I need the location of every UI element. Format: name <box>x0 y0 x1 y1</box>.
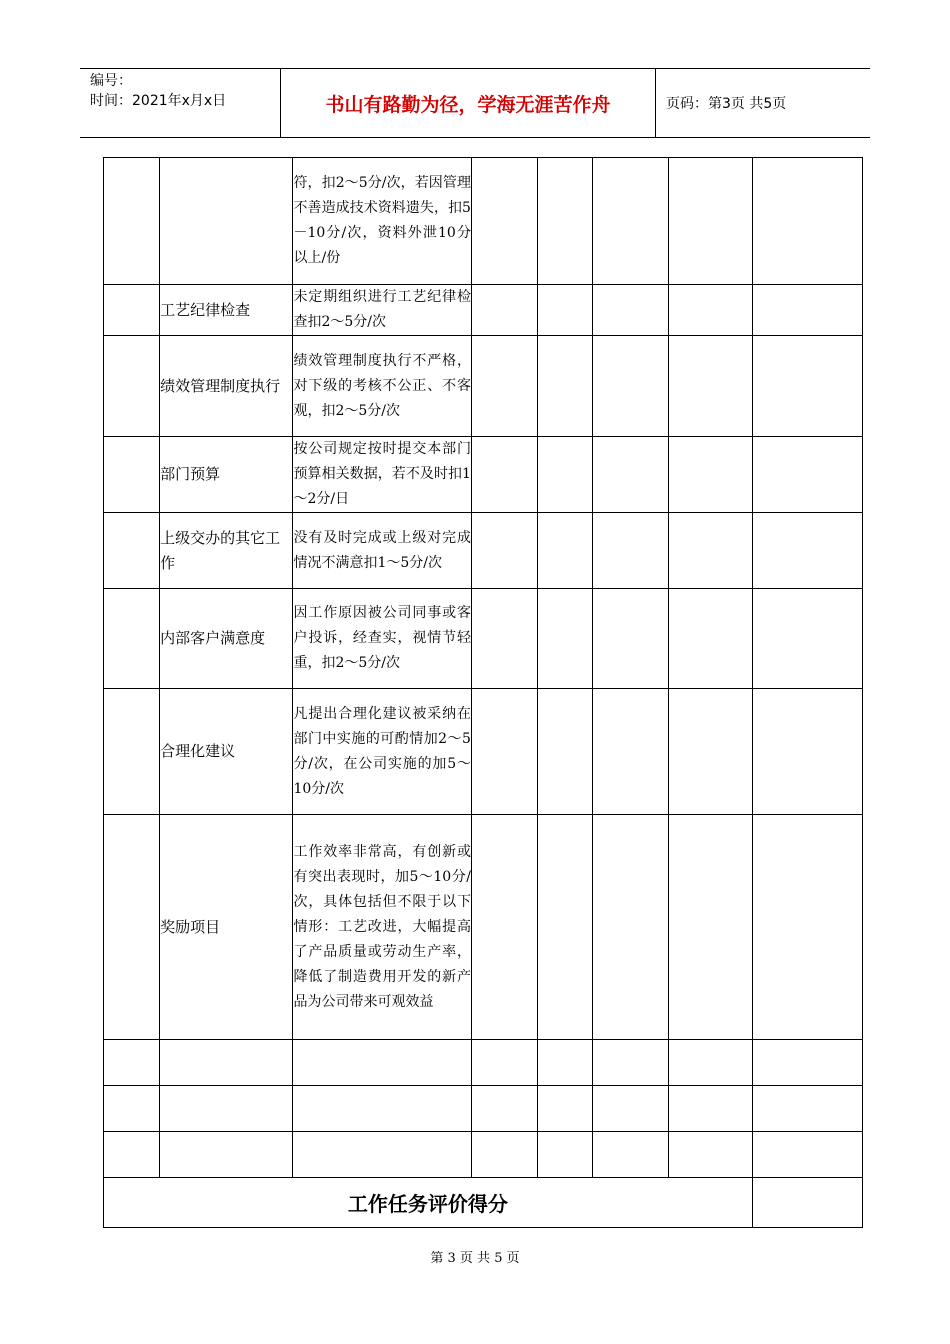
score-cell <box>669 589 752 689</box>
table-cell <box>293 1086 471 1132</box>
score-cell <box>752 285 862 336</box>
number-label: 编号： <box>90 73 132 89</box>
table-row <box>104 285 863 336</box>
header-meta <box>90 71 280 111</box>
criteria-cell: 符，扣2～5分/次，若因管理不善造成技术资料遗失，扣5－10分/次，资料外泄10分以上/份 <box>293 158 471 285</box>
score-cell <box>669 513 752 589</box>
table-cell <box>471 1132 537 1178</box>
table-row <box>104 336 863 437</box>
criteria-cell: 绩效管理制度执行不严格，对下级的考核不公正、不客观，扣2～5分/次 <box>293 336 471 437</box>
table-cell <box>752 1040 862 1086</box>
table-cell <box>293 1132 471 1178</box>
table-row <box>104 689 863 815</box>
table-cell <box>104 513 160 589</box>
item-name-cell: 绩效管理制度执行 <box>160 336 293 437</box>
table-cell <box>104 158 160 285</box>
item-name-cell: 上级交办的其它工作 <box>160 513 293 589</box>
header-motto: 书山有路勤为径，学海无涯苦作舟 <box>325 93 611 116</box>
item-name-cell: 部门预算 <box>160 437 293 513</box>
criteria-cell: 凡提出合理化建议被采纳在部门中实施的可酌情加2～5分/次，在公司实施的加5～10分/次 <box>293 689 471 815</box>
table-cell <box>538 1132 593 1178</box>
table-cell <box>104 1086 160 1132</box>
score-cell <box>669 689 752 815</box>
table-cell <box>104 336 160 437</box>
table-cell <box>538 1040 593 1086</box>
page-header <box>80 68 870 138</box>
score-cell <box>538 437 593 513</box>
score-cell <box>593 689 669 815</box>
table-cell <box>471 1086 537 1132</box>
table-cell <box>293 1040 471 1086</box>
item-name-cell: 工艺纪律检查 <box>160 285 293 336</box>
table-row <box>104 513 863 589</box>
criteria-cell: 没有及时完成或上级对完成情况不满意扣1～5分/次 <box>293 513 471 589</box>
criteria-cell: 因工作原因被公司同事或客户投诉，经查实，视情节轻重，扣2～5分/次 <box>293 589 471 689</box>
score-cell <box>669 815 752 1040</box>
score-cell <box>538 689 593 815</box>
score-cell <box>538 158 593 285</box>
table-cell <box>538 1086 593 1132</box>
header-divider <box>280 69 281 137</box>
table-cell <box>104 1040 160 1086</box>
table-row <box>104 1086 863 1132</box>
table-row <box>104 158 863 285</box>
total-score-label: 工作任务评价得分 <box>104 1178 753 1228</box>
table-row <box>104 815 863 1040</box>
table-cell <box>104 589 160 689</box>
total-score-cell <box>752 1178 862 1228</box>
score-cell <box>471 589 537 689</box>
table-cell <box>160 1132 293 1178</box>
total-row <box>104 1178 863 1228</box>
table-cell <box>752 1132 862 1178</box>
score-cell <box>538 336 593 437</box>
score-cell <box>593 285 669 336</box>
table-row <box>104 1040 863 1086</box>
score-cell <box>471 815 537 1040</box>
score-cell <box>669 437 752 513</box>
header-divider <box>655 69 656 137</box>
score-cell <box>752 336 862 437</box>
score-cell <box>593 513 669 589</box>
score-cell <box>752 589 862 689</box>
time-label: 时间：2021年x月x日 <box>90 93 227 109</box>
table-cell <box>104 437 160 513</box>
score-cell <box>593 589 669 689</box>
table-row <box>104 589 863 689</box>
score-cell <box>471 437 537 513</box>
table-cell <box>669 1132 752 1178</box>
score-cell <box>752 158 862 285</box>
score-cell <box>593 158 669 285</box>
score-cell <box>538 589 593 689</box>
score-cell <box>593 336 669 437</box>
evaluation-table <box>103 157 863 1228</box>
score-cell <box>471 158 537 285</box>
page-info: 页码：第3页 共5页 <box>666 96 787 112</box>
score-cell <box>752 437 862 513</box>
score-cell <box>538 513 593 589</box>
table-cell <box>104 689 160 815</box>
table-cell <box>160 1086 293 1132</box>
score-cell <box>593 437 669 513</box>
criteria-cell: 工作效率非常高，有创新或有突出表现时，加5～10分/次，具体包括但不限于以下情形：工艺改进，大幅提高了产品质量或劳动生产率，降低了制造费用开发的新产品为公司带来可观效益 <box>293 815 471 1040</box>
item-name-cell: 内部客户满意度 <box>160 589 293 689</box>
criteria-cell: 按公司规定按时提交本部门预算相关数据，若不及时扣1～2分/日 <box>293 437 471 513</box>
score-cell <box>752 815 862 1040</box>
table-cell <box>160 1040 293 1086</box>
table-cell <box>669 1040 752 1086</box>
page-footer: 第 3 页 共 5 页 <box>430 1251 520 1266</box>
score-cell <box>471 689 537 815</box>
table-cell <box>593 1040 669 1086</box>
table-cell <box>471 1040 537 1086</box>
criteria-cell: 未定期组织进行工艺纪律检查扣2～5分/次 <box>293 285 471 336</box>
table-cell <box>104 1132 160 1178</box>
item-name-cell: 合理化建议 <box>160 689 293 815</box>
item-name-cell: 奖励项目 <box>160 815 293 1040</box>
score-cell <box>538 815 593 1040</box>
score-cell <box>752 689 862 815</box>
table-cell <box>104 285 160 336</box>
table-cell <box>669 1086 752 1132</box>
score-cell <box>471 336 537 437</box>
score-cell <box>593 815 669 1040</box>
score-cell <box>669 285 752 336</box>
table-row <box>104 437 863 513</box>
table-cell <box>752 1086 862 1132</box>
table-row <box>104 1132 863 1178</box>
table-cell <box>104 815 160 1040</box>
score-cell <box>752 513 862 589</box>
score-cell <box>669 158 752 285</box>
table-cell <box>593 1132 669 1178</box>
item-name-cell <box>160 158 293 285</box>
score-cell <box>471 513 537 589</box>
table-cell <box>593 1086 669 1132</box>
score-cell <box>669 336 752 437</box>
score-cell <box>471 285 537 336</box>
score-cell <box>538 285 593 336</box>
